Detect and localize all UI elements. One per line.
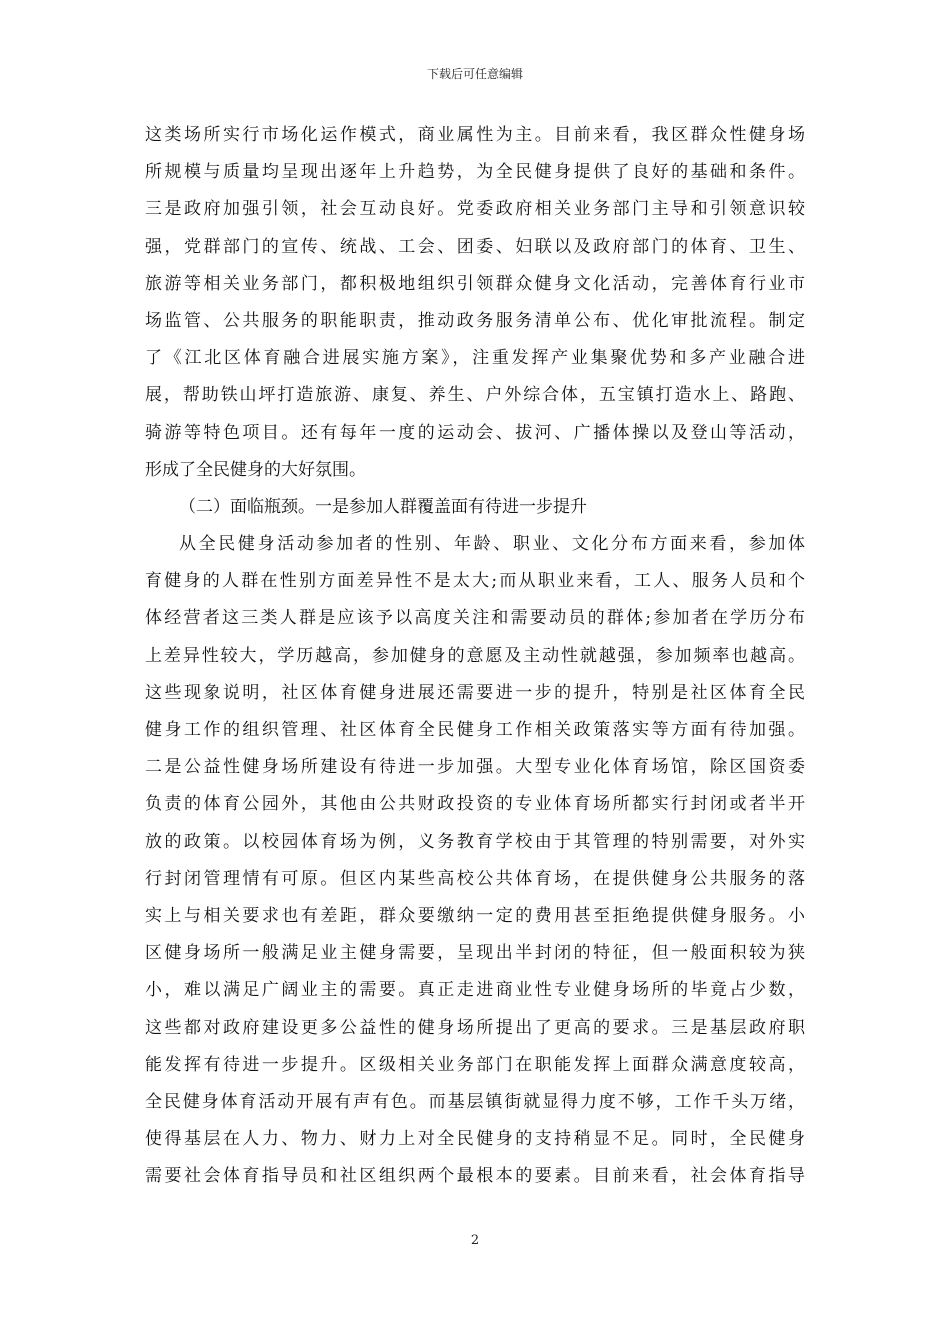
text-line: （二）面临瓶颈。一是参加人群覆盖面有待进一步提升	[179, 496, 587, 517]
text-line: 这类场所实行市场化运作模式，商业属性为主。目前来看，我区群众性健身场	[145, 125, 805, 145]
text-line: 全民健身体育活动开展有声有色。而基层镇街就显得力度不够，工作千头万绪，	[145, 1091, 805, 1112]
text-line: 育健身的人群在性别方面差异性不是太大;而从职业来看，工人、服务人员和个	[145, 571, 805, 592]
text-line: 展，帮助铁山坪打造旅游、康复、养生、户外综合体，五宝镇打造水上、路跑、	[145, 385, 805, 406]
text-line: 旅游等相关业务部门，都积极地组织引领群众健身文化活动，完善体育行业市	[145, 273, 805, 294]
text-line: 上差异性较大，学历越高，参加健身的意愿及主动性就越强，参加频率也越高。	[145, 645, 805, 666]
text-line: 这些现象说明，社区体育健身进展还需要进一步的提升，特别是社区体育全民	[145, 682, 805, 703]
text-line: 二是公益性健身场所建设有待进一步加强。大型专业化体育场馆，除区国资委	[145, 757, 805, 778]
text-line: 强，党群部门的宣传、统战、工会、团委、妇联以及政府部门的体育、卫生、	[145, 236, 805, 257]
text-line: 能发挥有待进一步提升。区级相关业务部门在职能发挥上面群众满意度较高，	[145, 1054, 805, 1075]
text-line: 负责的体育公园外，其他由公共财政投资的专业体育场所都实行封闭或者半开	[145, 794, 805, 815]
text-line: 实上与相关要求也有差距，群众要缴纳一定的费用甚至拒绝提供健身服务。小	[145, 905, 805, 926]
text-line: 场监管、公共服务的职能职责，推动政务服务清单公布、优化审批流程。制定	[145, 310, 805, 331]
page-header: 下载后可任意编辑	[426, 67, 523, 81]
text-line: 需要社会体育指导员和社区组织两个最根本的要素。目前来看，社会体育指导	[145, 1166, 805, 1187]
text-line: 了《江北区体育融合进展实施方案》，注重发挥产业集聚优势和多产业融合进	[145, 348, 805, 369]
text-line: 这些都对政府建设更多公益性的健身场所提出了更高的要求。三是基层政府职	[145, 1017, 805, 1038]
text-line: 健身工作的组织管理、社区体育全民健身工作相关政策落实等方面有待加强。	[145, 720, 805, 740]
text-line: 骑游等特色项目。还有每年一度的运动会、拔河、广播体操以及登山等活动，	[145, 422, 805, 443]
text-line: 从全民健身活动参加者的性别、年龄、职业、文化分布方面来看，参加体	[179, 534, 805, 555]
text-line: 所规模与质量均呈现出逐年上升趋势，为全民健身提供了良好的基础和条件。	[145, 162, 805, 183]
text-line: 使得基层在人力、物力、财力上对全民健身的支持稍显不足。同时，全民健身	[145, 1129, 805, 1150]
text-line: 小，难以满足广阔业主的需要。真正走进商业性专业健身场所的毕竟占少数，	[145, 980, 805, 1001]
text-line: 体经营者这三类人群是应该予以高度关注和需要动员的群体;参加者在学历分布	[145, 608, 805, 629]
text-line: 区健身场所一般满足业主健身需要，呈现出半封闭的特征，但一般面积较为狭	[145, 943, 805, 964]
text-line: 形成了全民健身的大好氛围。	[145, 459, 366, 480]
text-line: 三是政府加强引领，社会互动良好。党委政府相关业务部门主导和引领意识较	[145, 199, 805, 220]
page-number: 2	[470, 1233, 480, 1248]
text-line: 放的政策。以校园体育场为例，义务教育学校由于其管理的特别需要，对外实	[145, 831, 805, 852]
text-line: 行封闭管理情有可原。但区内某些高校公共体育场，在提供健身公共服务的落	[145, 868, 805, 889]
document-body	[145, 117, 805, 1195]
